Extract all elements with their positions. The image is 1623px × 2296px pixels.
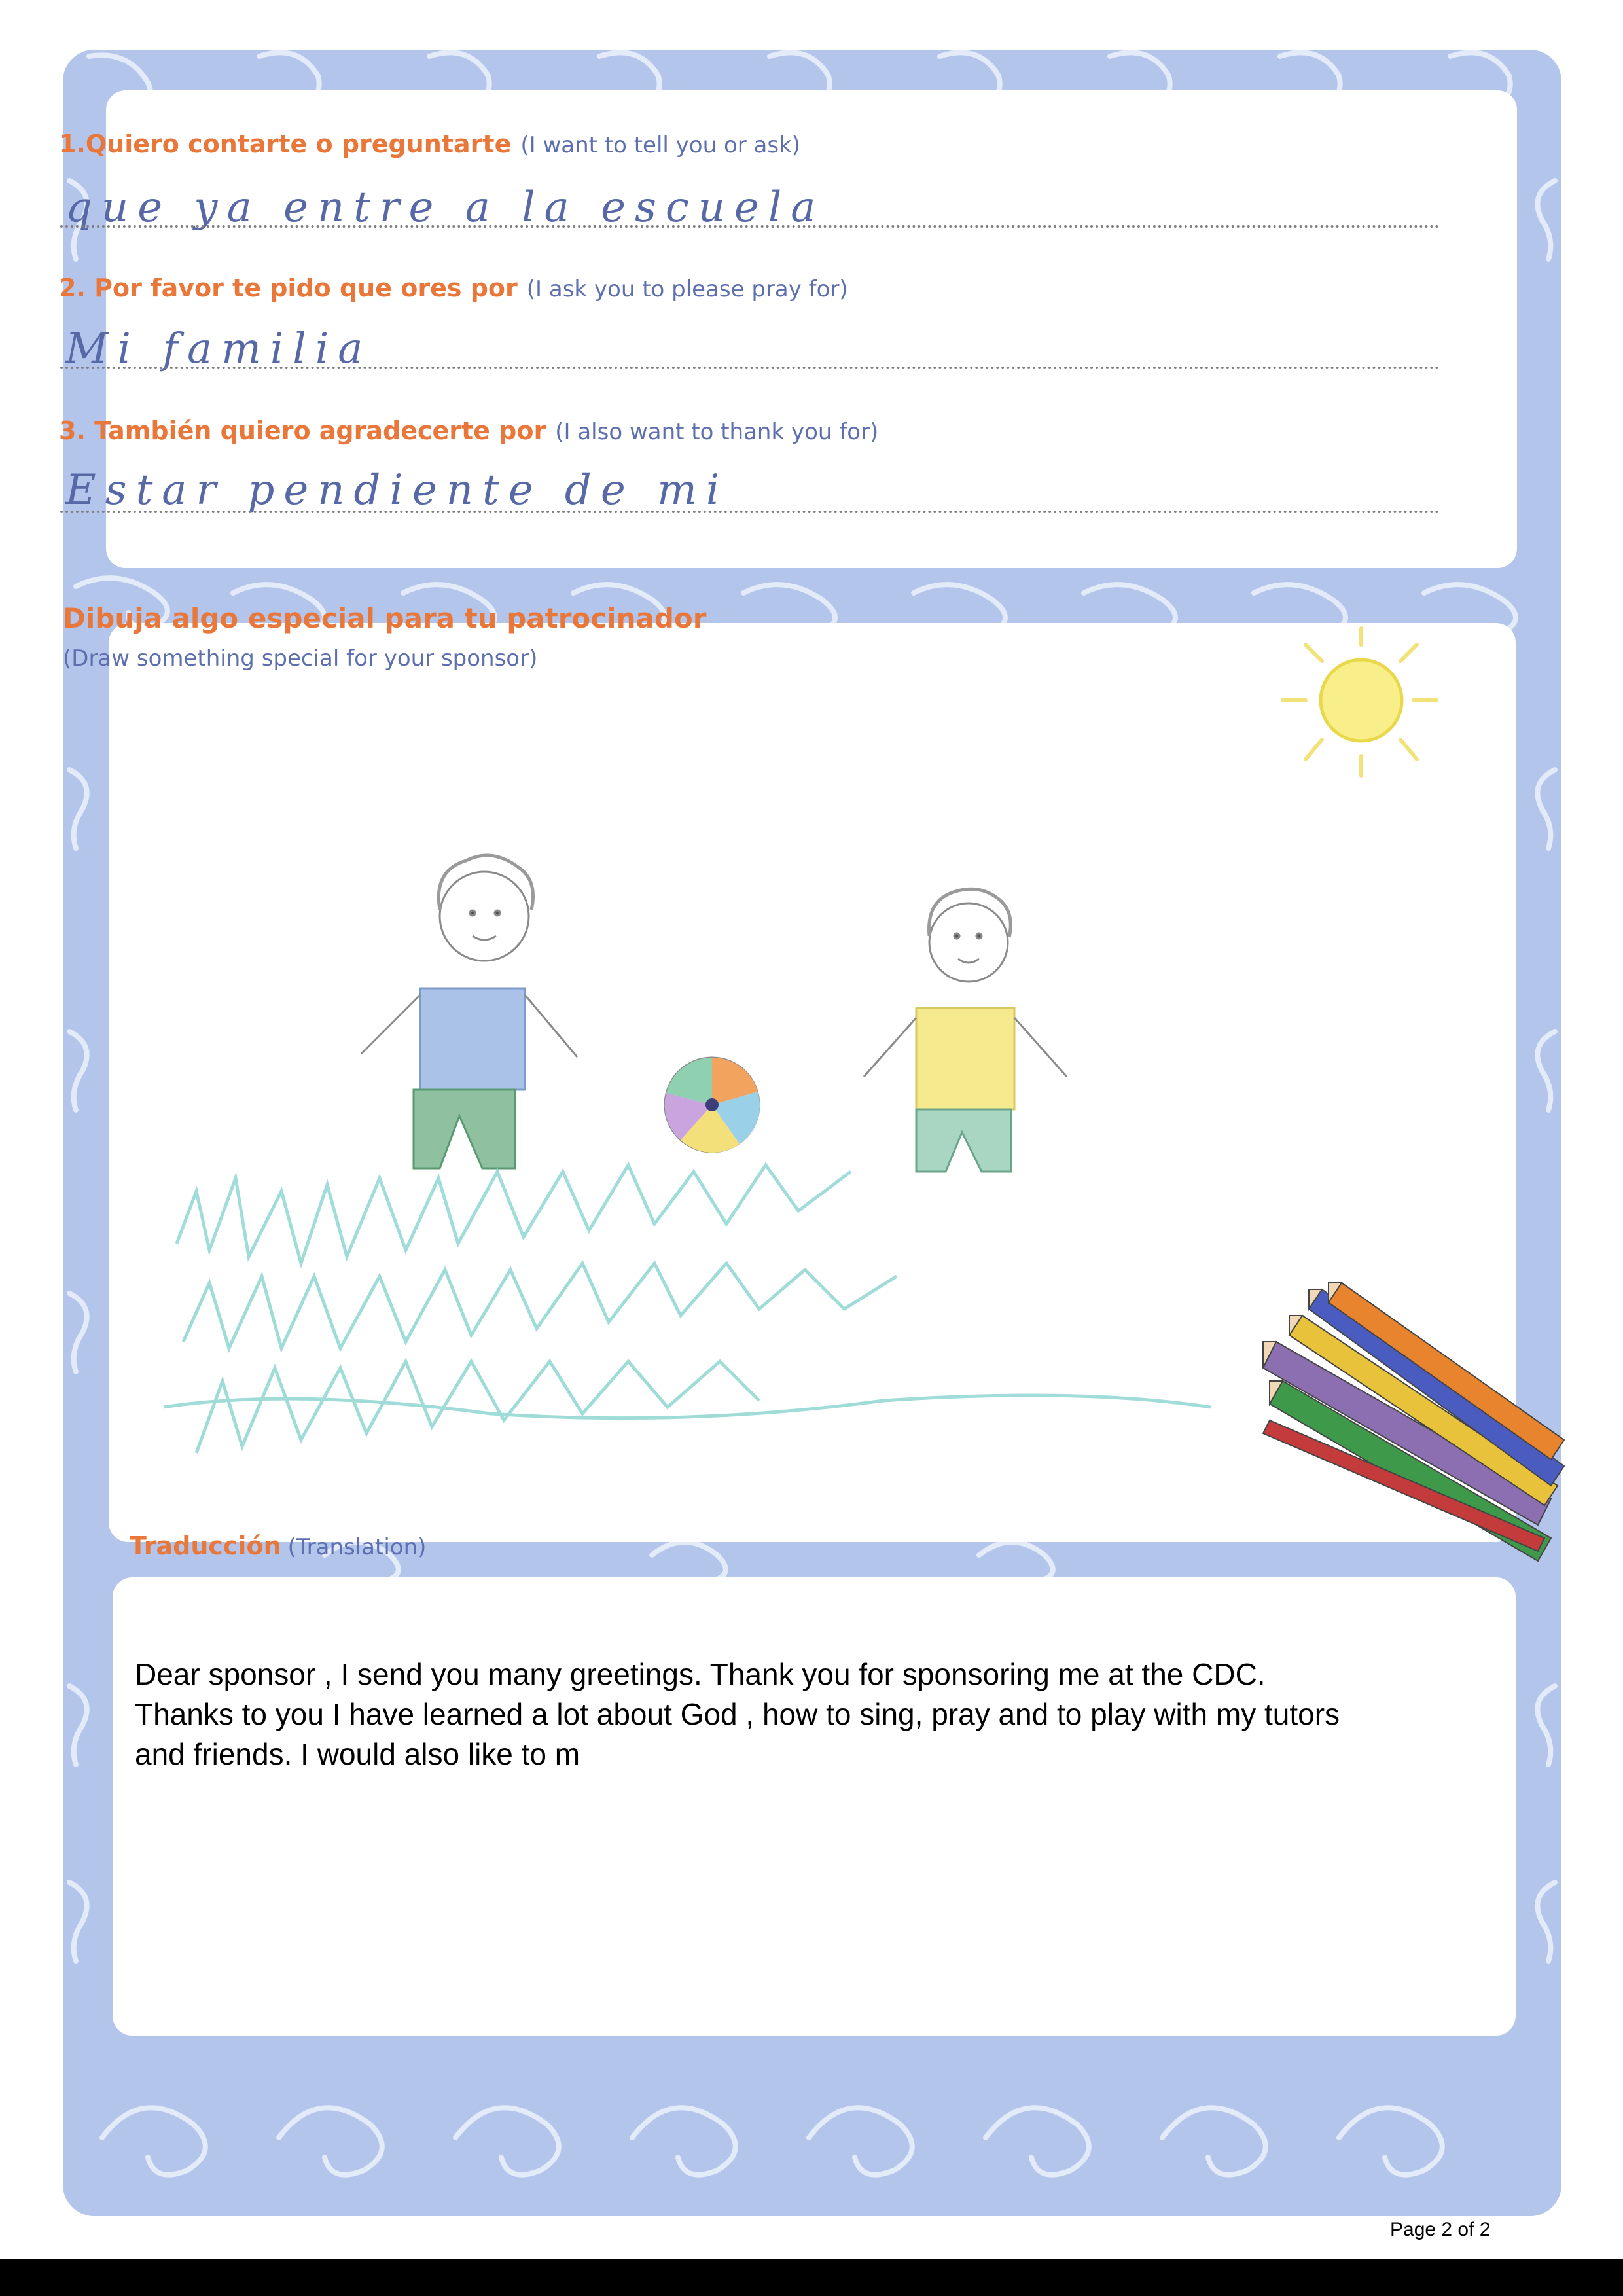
translation-line-3: and friends. I would also like to m	[135, 1737, 580, 1771]
translation-label-spanish: Traducción	[130, 1532, 281, 1560]
question-2-spanish: 2. Por favor te pido que ores por	[59, 274, 518, 302]
question-2-answer: Mi familia	[65, 325, 372, 373]
question-1-answer: que ya entre a la escuela	[65, 183, 825, 232]
translation-line-2: Thanks to you I have learned a lot about God , how to sing, pray and to play with my tutors	[135, 1697, 1340, 1731]
question-1-label	[59, 130, 800, 158]
scan-edge-bar	[0, 2259, 1623, 2296]
answer-line-1	[60, 225, 1440, 228]
answer-line-2	[60, 367, 1440, 369]
question-2-label	[59, 274, 848, 302]
translation-text	[135, 1655, 1496, 1774]
translation-line-1: Dear sponsor , I send you many greetings. Thank you for sponsoring me at the CDC.	[135, 1657, 1266, 1691]
question-3-label	[59, 416, 878, 445]
answer-line-3	[60, 511, 1440, 513]
question-3-answer: Estar pendiente de mi	[65, 466, 729, 514]
drawing-panel	[109, 623, 1516, 1542]
drawing-title: Dibuja algo especial para tu patrocinador	[63, 602, 707, 634]
drawing-subtitle: (Draw something special for your sponsor)	[63, 645, 538, 672]
question-1-spanish: 1.Quiero contarte o preguntarte	[59, 130, 512, 158]
page-frame	[63, 50, 1561, 2216]
question-1-english: (I want to tell you or ask)	[520, 132, 801, 158]
translation-label-english: (Translation)	[287, 1534, 427, 1560]
question-2-english: (I ask you to please pray for)	[526, 276, 848, 302]
translation-panel	[113, 1577, 1516, 2036]
page-number: Page 2 of 2	[1390, 2219, 1491, 2240]
translation-label	[130, 1532, 426, 1560]
question-3-english: (I also want to thank you for)	[555, 419, 879, 445]
question-3-spanish: 3. También quiero agradecerte por	[59, 416, 546, 445]
